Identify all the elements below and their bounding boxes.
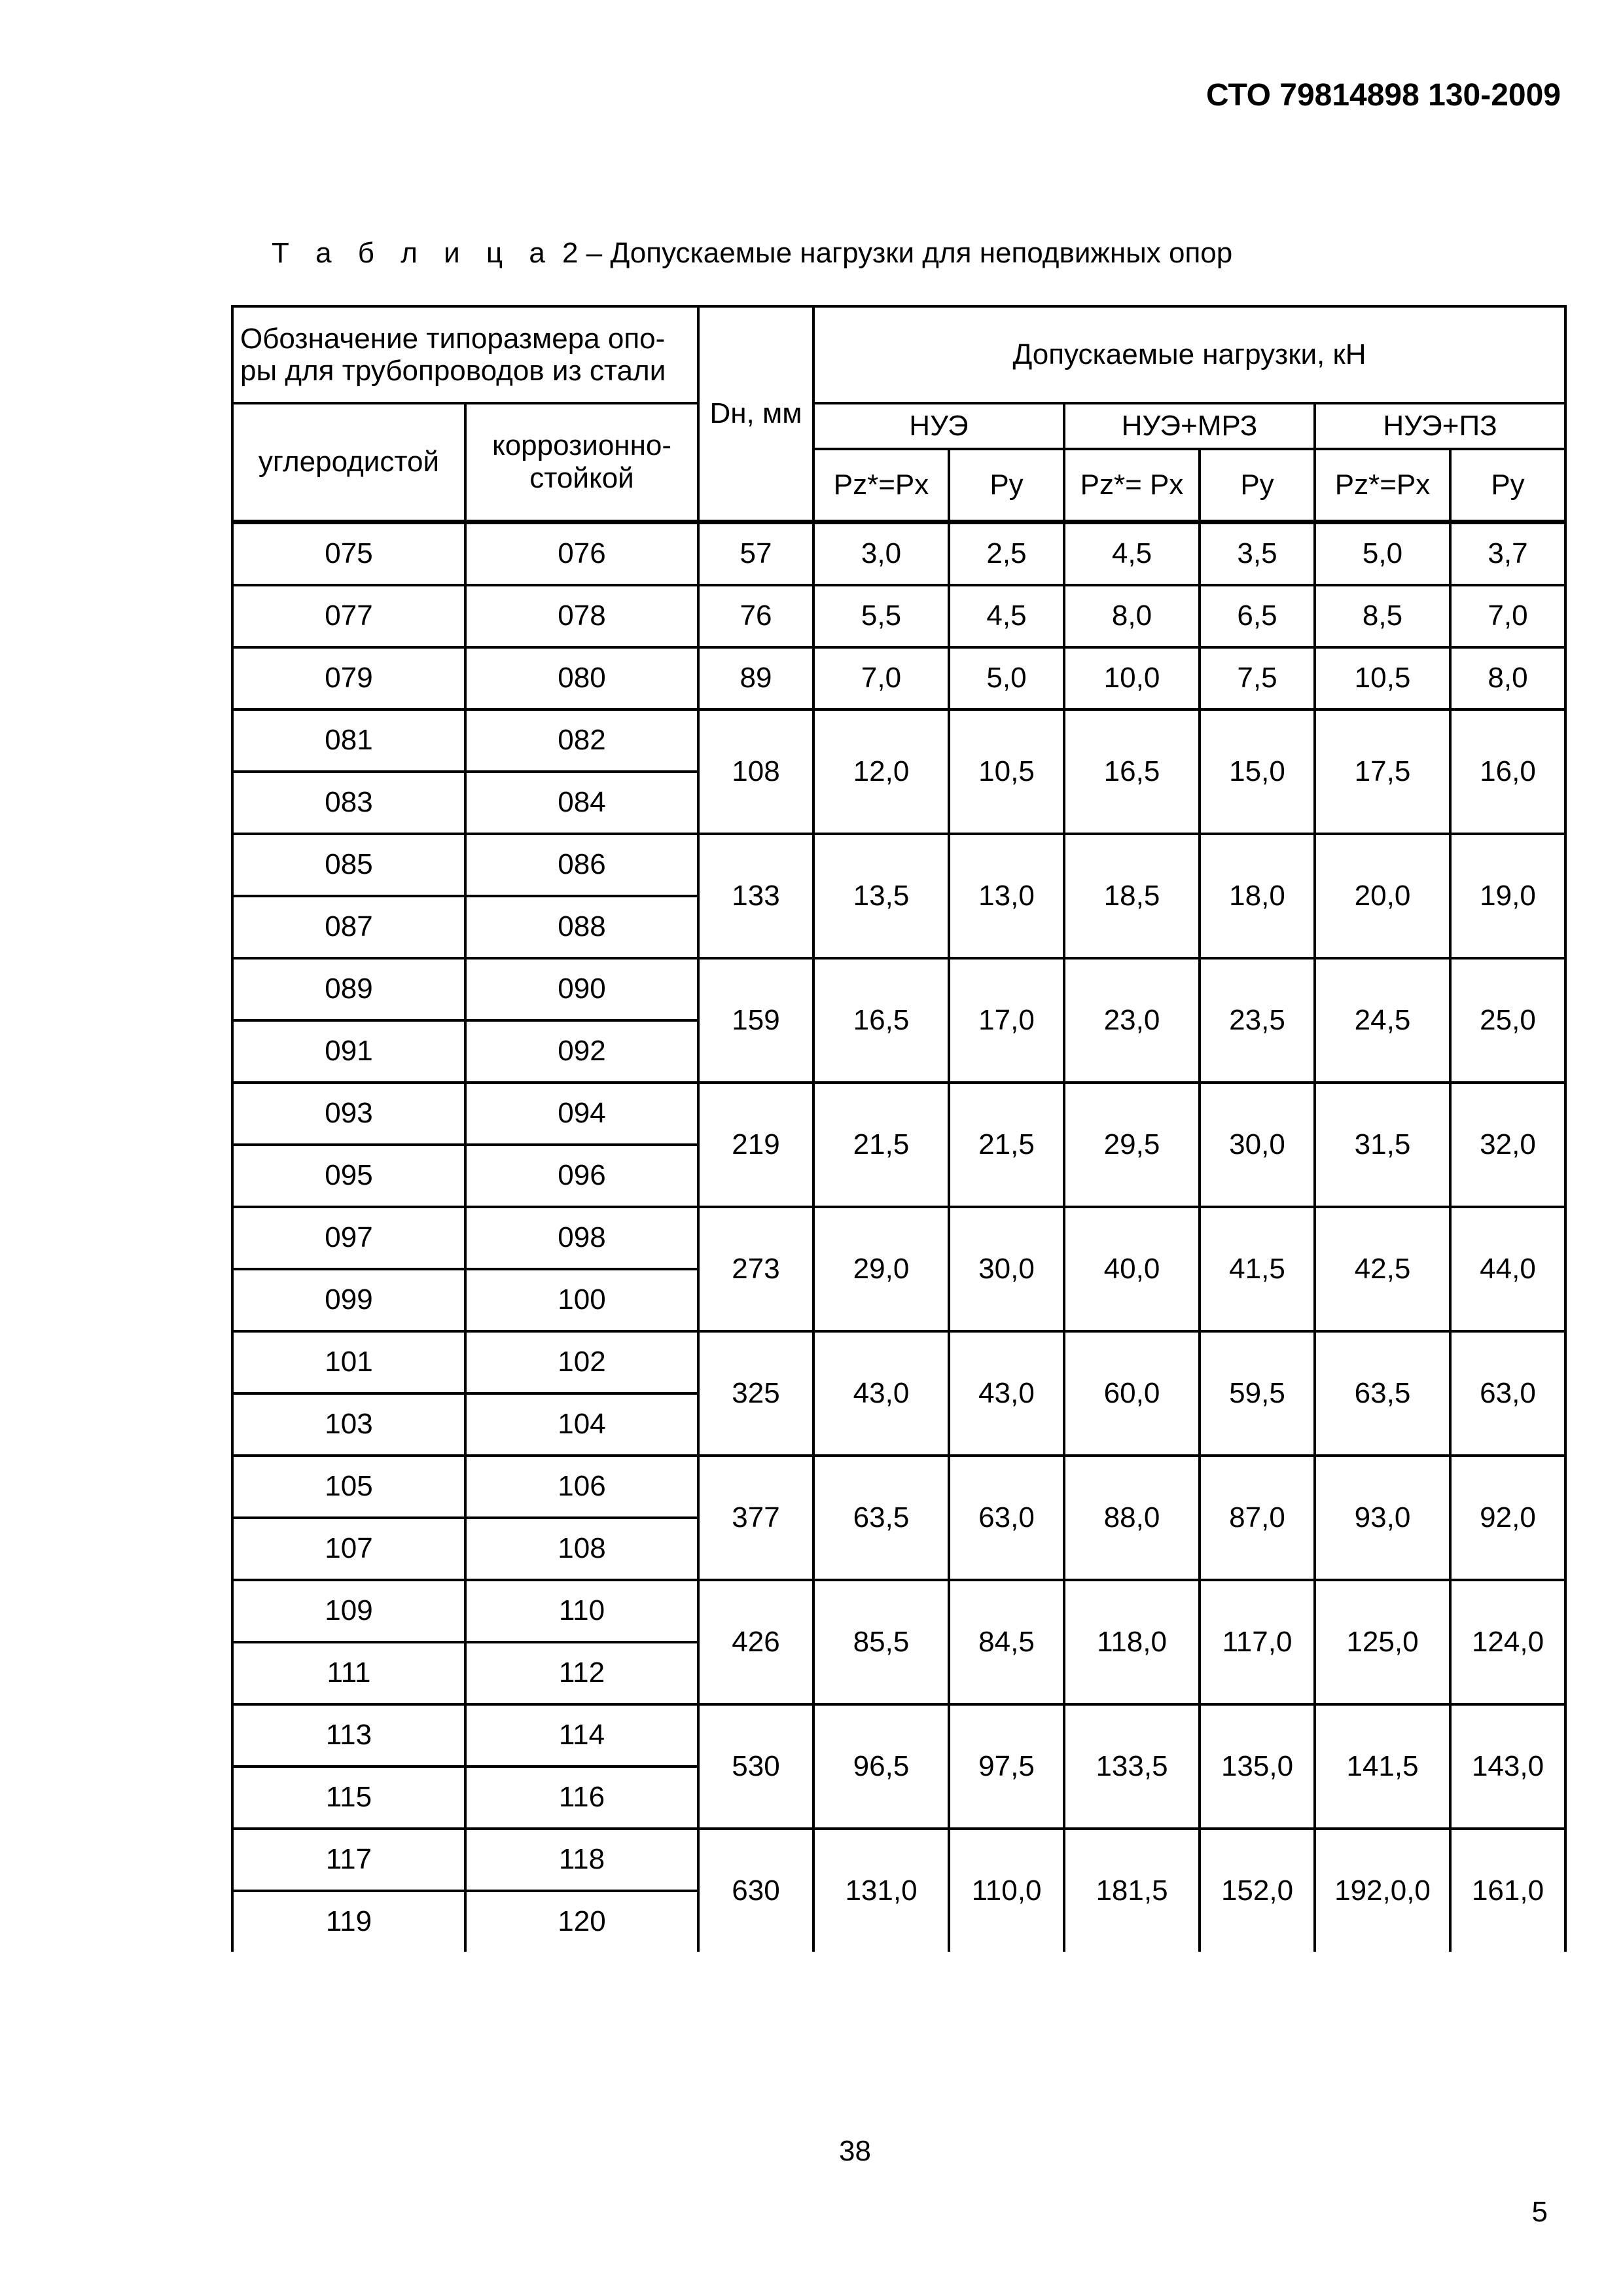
cell-dn: 219 (698, 1083, 813, 1207)
cell-pz-pz-px: 20,0 (1315, 834, 1450, 958)
cell-nue-pz-px: 43,0 (813, 1331, 949, 1456)
cell-mrz-py: 23,5 (1200, 958, 1315, 1083)
cell-pz-py: 44,0 (1450, 1207, 1565, 1331)
cell-carbon-designation: 091 (232, 1020, 465, 1083)
table-row (232, 1083, 1565, 1145)
cell-stainless-designation: 086 (465, 834, 698, 896)
cell-carbon-designation: 119 (232, 1891, 465, 1952)
header-row-2 (232, 403, 1565, 449)
cell-pz-pz-px: 63,5 (1315, 1331, 1450, 1456)
cell-mrz-pz-px: 88,0 (1064, 1456, 1200, 1580)
header-designation: Обозначение типоразмера опо-ры для трубопроводов из стали (232, 306, 698, 403)
cell-nue-py: 17,0 (949, 958, 1064, 1083)
cell-pz-py: 143,0 (1450, 1704, 1565, 1829)
cell-stainless-designation: 120 (465, 1891, 698, 1952)
cell-nue-pz-px: 5,5 (813, 585, 949, 647)
cell-carbon-designation: 099 (232, 1269, 465, 1331)
cell-nue-py: 2,5 (949, 522, 1064, 585)
table-row (232, 1207, 1565, 1269)
cell-pz-pz-px: 5,0 (1315, 522, 1450, 585)
table-row (232, 1580, 1565, 1642)
cell-nue-py: 10,5 (949, 709, 1064, 834)
cell-stainless-designation: 080 (465, 647, 698, 709)
cell-stainless-designation: 096 (465, 1145, 698, 1207)
cell-pz-py: 92,0 (1450, 1456, 1565, 1580)
cell-carbon-designation: 107 (232, 1518, 465, 1580)
cell-dn: 89 (698, 647, 813, 709)
cell-carbon-designation: 117 (232, 1829, 465, 1891)
cell-mrz-pz-px: 40,0 (1064, 1207, 1200, 1331)
cell-stainless-designation: 088 (465, 896, 698, 958)
cell-nue-py: 5,0 (949, 647, 1064, 709)
cell-mrz-pz-px: 4,5 (1064, 522, 1200, 585)
table-row (232, 709, 1565, 772)
cell-carbon-designation: 081 (232, 709, 465, 772)
cell-nue-py: 97,5 (949, 1704, 1064, 1829)
cell-nue-pz-px: 7,0 (813, 647, 949, 709)
cell-mrz-py: 152,0 (1200, 1829, 1315, 1952)
cell-stainless-designation: 102 (465, 1331, 698, 1393)
cell-mrz-pz-px: 60,0 (1064, 1331, 1200, 1456)
cell-pz-py: 7,0 (1450, 585, 1565, 647)
cell-dn: 377 (698, 1456, 813, 1580)
cell-dn: 159 (698, 958, 813, 1083)
cell-stainless-designation: 092 (465, 1020, 698, 1083)
table-caption (272, 237, 1232, 270)
cell-pz-py: 32,0 (1450, 1083, 1565, 1207)
cell-nue-py: 4,5 (949, 585, 1064, 647)
cell-stainless-designation: 112 (465, 1642, 698, 1704)
cell-pz-pz-px: 192,0,0 (1315, 1829, 1450, 1952)
cell-stainless-designation: 084 (465, 772, 698, 834)
cell-nue-pz-px: 21,5 (813, 1083, 949, 1207)
cell-stainless-designation: 100 (465, 1269, 698, 1331)
cell-nue-pz-px: 16,5 (813, 958, 949, 1083)
cell-mrz-pz-px: 118,0 (1064, 1580, 1200, 1704)
cell-carbon-designation: 077 (232, 585, 465, 647)
cell-carbon-designation: 101 (232, 1331, 465, 1393)
cell-nue-pz-px: 131,0 (813, 1829, 949, 1952)
cell-stainless-designation: 104 (465, 1393, 698, 1456)
cell-nue-py: 13,0 (949, 834, 1064, 958)
cell-dn: 325 (698, 1331, 813, 1456)
cell-dn: 76 (698, 585, 813, 647)
cell-pz-pz-px: 125,0 (1315, 1580, 1450, 1704)
header-pz-px-mrz: Pz*= Px (1064, 449, 1200, 522)
cell-pz-pz-px: 93,0 (1315, 1456, 1450, 1580)
cell-pz-pz-px: 17,5 (1315, 709, 1450, 834)
cell-pz-pz-px: 24,5 (1315, 958, 1450, 1083)
cell-mrz-py: 6,5 (1200, 585, 1315, 647)
loads-table (231, 305, 1567, 1952)
cell-nue-pz-px: 12,0 (813, 709, 949, 834)
cell-stainless-designation: 090 (465, 958, 698, 1020)
cell-nue-py: 30,0 (949, 1207, 1064, 1331)
cell-nue-py: 43,0 (949, 1331, 1064, 1456)
header-nue-pz: НУЭ+ПЗ (1315, 403, 1565, 449)
cell-nue-pz-px: 63,5 (813, 1456, 949, 1580)
cell-dn: 133 (698, 834, 813, 958)
header-py-mrz: Py (1200, 449, 1315, 522)
header-py-pz: Py (1450, 449, 1565, 522)
caption-prefix: Т а б л и ц а (272, 237, 554, 269)
cell-mrz-pz-px: 10,0 (1064, 647, 1200, 709)
cell-dn: 108 (698, 709, 813, 834)
cell-dn: 426 (698, 1580, 813, 1704)
cell-carbon-designation: 103 (232, 1393, 465, 1456)
header-row-1 (232, 306, 1565, 403)
cell-carbon-designation: 087 (232, 896, 465, 958)
cell-mrz-pz-px: 29,5 (1064, 1083, 1200, 1207)
cell-mrz-pz-px: 133,5 (1064, 1704, 1200, 1829)
cell-pz-py: 8,0 (1450, 647, 1565, 709)
page-number: 38 (839, 2135, 871, 2167)
cell-stainless-designation: 076 (465, 522, 698, 585)
cell-carbon-designation: 075 (232, 522, 465, 585)
table-row (232, 958, 1565, 1020)
cell-nue-pz-px: 85,5 (813, 1580, 949, 1704)
cell-dn: 273 (698, 1207, 813, 1331)
cell-stainless-designation: 078 (465, 585, 698, 647)
cell-dn: 530 (698, 1704, 813, 1829)
header-nue: НУЭ (813, 403, 1064, 449)
cell-nue-pz-px: 96,5 (813, 1704, 949, 1829)
cell-mrz-py: 18,0 (1200, 834, 1315, 958)
cell-nue-py: 84,5 (949, 1580, 1064, 1704)
cell-pz-pz-px: 141,5 (1315, 1704, 1450, 1829)
cell-pz-pz-px: 8,5 (1315, 585, 1450, 647)
cell-mrz-py: 30,0 (1200, 1083, 1315, 1207)
cell-stainless-designation: 110 (465, 1580, 698, 1642)
cell-mrz-py: 3,5 (1200, 522, 1315, 585)
cell-mrz-pz-px: 181,5 (1064, 1829, 1200, 1952)
cell-stainless-designation: 094 (465, 1083, 698, 1145)
cell-carbon-designation: 111 (232, 1642, 465, 1704)
cell-carbon-designation: 113 (232, 1704, 465, 1767)
cell-carbon-designation: 115 (232, 1767, 465, 1829)
cell-mrz-py: 117,0 (1200, 1580, 1315, 1704)
cell-carbon-designation: 089 (232, 958, 465, 1020)
header-pz-px-pz: Pz*=Px (1315, 449, 1450, 522)
header-carbon: углеродистой (232, 403, 465, 522)
cell-mrz-pz-px: 23,0 (1064, 958, 1200, 1083)
table-row (232, 1704, 1565, 1767)
cell-stainless-designation: 114 (465, 1704, 698, 1767)
header-dn: Dн, мм (698, 306, 813, 522)
cell-carbon-designation: 085 (232, 834, 465, 896)
cell-dn: 630 (698, 1829, 813, 1952)
cell-mrz-py: 15,0 (1200, 709, 1315, 834)
sheet-number: 5 (1531, 2196, 1548, 2228)
cell-pz-pz-px: 42,5 (1315, 1207, 1450, 1331)
header-py-nue: Py (949, 449, 1064, 522)
table-row (232, 522, 1565, 585)
cell-carbon-designation: 109 (232, 1580, 465, 1642)
cell-pz-pz-px: 31,5 (1315, 1083, 1450, 1207)
table-row (232, 585, 1565, 647)
cell-pz-py: 124,0 (1450, 1580, 1565, 1704)
cell-mrz-py: 87,0 (1200, 1456, 1315, 1580)
header-nue-mrz: НУЭ+МРЗ (1064, 403, 1315, 449)
cell-nue-py: 110,0 (949, 1829, 1064, 1952)
cell-mrz-py: 41,5 (1200, 1207, 1315, 1331)
cell-mrz-py: 59,5 (1200, 1331, 1315, 1456)
cell-stainless-designation: 106 (465, 1456, 698, 1518)
cell-nue-pz-px: 3,0 (813, 522, 949, 585)
cell-pz-py: 63,0 (1450, 1331, 1565, 1456)
cell-carbon-designation: 105 (232, 1456, 465, 1518)
header-stainless: коррозионно-стойкой (465, 403, 698, 522)
cell-pz-py: 19,0 (1450, 834, 1565, 958)
table-row (232, 1829, 1565, 1891)
cell-mrz-pz-px: 18,5 (1064, 834, 1200, 958)
cell-stainless-designation: 108 (465, 1518, 698, 1580)
cell-mrz-py: 135,0 (1200, 1704, 1315, 1829)
cell-carbon-designation: 093 (232, 1083, 465, 1145)
caption-text: 2 – Допускаемые нагрузки для неподвижных опор (554, 237, 1233, 269)
cell-mrz-pz-px: 8,0 (1064, 585, 1200, 647)
cell-nue-py: 63,0 (949, 1456, 1064, 1580)
header-pz-px-nue: Pz*=Px (813, 449, 949, 522)
cell-stainless-designation: 116 (465, 1767, 698, 1829)
cell-mrz-py: 7,5 (1200, 647, 1315, 709)
cell-pz-py: 161,0 (1450, 1829, 1565, 1952)
header-loads: Допускаемые нагрузки, кН (813, 306, 1565, 403)
table-row (232, 1456, 1565, 1518)
table-row (232, 1331, 1565, 1393)
cell-pz-py: 25,0 (1450, 958, 1565, 1083)
table-row (232, 834, 1565, 896)
cell-carbon-designation: 095 (232, 1145, 465, 1207)
cell-pz-py: 16,0 (1450, 709, 1565, 834)
cell-stainless-designation: 118 (465, 1829, 698, 1891)
cell-dn: 57 (698, 522, 813, 585)
cell-pz-pz-px: 10,5 (1315, 647, 1450, 709)
cell-nue-py: 21,5 (949, 1083, 1064, 1207)
cell-carbon-designation: 083 (232, 772, 465, 834)
cell-stainless-designation: 082 (465, 709, 698, 772)
cell-carbon-designation: 097 (232, 1207, 465, 1269)
cell-nue-pz-px: 13,5 (813, 834, 949, 958)
cell-stainless-designation: 098 (465, 1207, 698, 1269)
cell-nue-pz-px: 29,0 (813, 1207, 949, 1331)
cell-mrz-pz-px: 16,5 (1064, 709, 1200, 834)
table-row (232, 647, 1565, 709)
table-body (232, 306, 1565, 1952)
cell-pz-py: 3,7 (1450, 522, 1565, 585)
document-code: СТО 79814898 130-2009 (1205, 78, 1561, 113)
cell-carbon-designation: 079 (232, 647, 465, 709)
